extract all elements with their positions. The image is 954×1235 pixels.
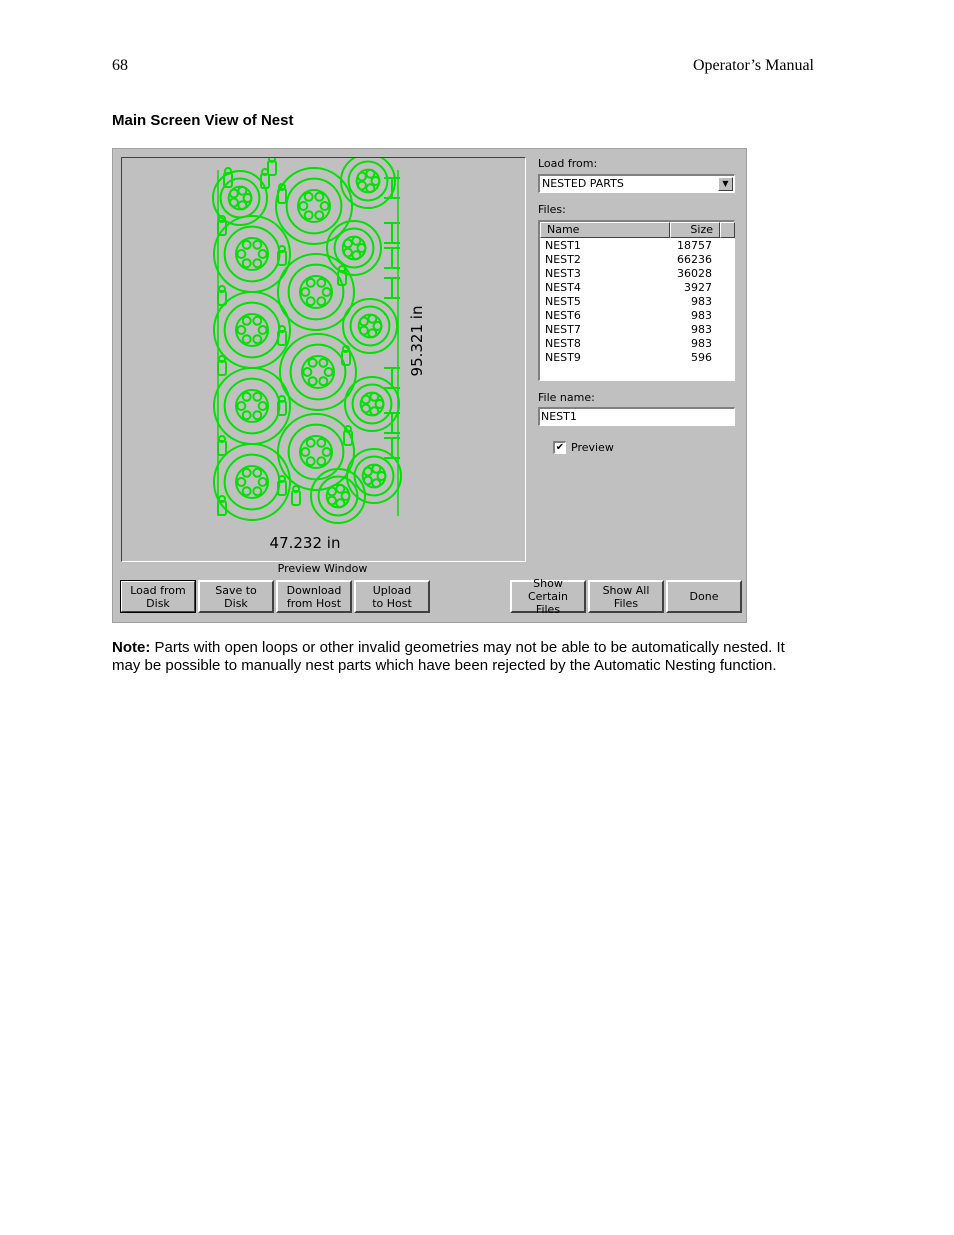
file-name-value: NEST1 — [541, 410, 577, 423]
file-list-item[interactable] — [540, 267, 734, 281]
file-name-cell: NEST6 — [545, 309, 581, 322]
file-size-cell: 18757 — [677, 239, 712, 252]
column-header-name[interactable]: Name — [540, 222, 670, 238]
preview-checkbox[interactable] — [553, 441, 566, 454]
files-label: Files: — [538, 203, 566, 216]
column-header-blank — [720, 222, 735, 238]
file-list-item[interactable] — [540, 239, 734, 253]
file-name-cell: NEST2 — [545, 253, 581, 266]
file-list-item[interactable] — [540, 337, 734, 351]
show-all-files-button[interactable]: Show All Files — [588, 580, 664, 613]
file-size-cell: 983 — [691, 323, 712, 336]
file-list-item[interactable] — [540, 281, 734, 295]
file-list-item[interactable] — [540, 351, 734, 365]
preview-checkbox-label[interactable]: Preview — [571, 441, 614, 454]
file-list-item[interactable] — [540, 253, 734, 267]
nested-parts-drawing — [213, 158, 401, 523]
file-size-cell: 983 — [691, 295, 712, 308]
file-name-cell: NEST7 — [545, 323, 581, 336]
file-name-cell: NEST3 — [545, 267, 581, 280]
file-size-cell: 596 — [691, 351, 712, 364]
done-button[interactable]: Done — [666, 580, 742, 613]
file-name-cell: NEST4 — [545, 281, 581, 294]
file-size-cell: 66236 — [677, 253, 712, 266]
load-from-disk-button[interactable]: Load from Disk — [120, 580, 196, 613]
upload-to-host-button[interactable]: Upload to Host — [354, 580, 430, 613]
note-text: Parts with open loops or other invalid geometries may not be able to be automatically nested. It may be possible to manually nest parts which have been rejected by the Automatic Nesting function. — [112, 639, 785, 674]
nest-preview-drawing — [122, 158, 525, 561]
file-name-input[interactable] — [538, 407, 735, 426]
files-list-header — [540, 222, 734, 238]
checkmark-icon: ✔ — [555, 442, 565, 453]
note-label: Note: — [112, 639, 151, 656]
chevron-down-icon[interactable]: ▼ — [718, 177, 733, 191]
preview-window-caption: Preview Window — [277, 562, 368, 575]
download-from-host-button[interactable]: Download from Host — [276, 580, 352, 613]
file-name-cell: NEST8 — [545, 337, 581, 350]
load-from-value: NESTED PARTS — [542, 177, 624, 190]
load-from-dropdown[interactable] — [538, 174, 735, 193]
section-heading: Main Screen View of Nest — [112, 112, 294, 129]
nest-screen-screenshot — [112, 148, 747, 623]
files-list-rows — [540, 239, 734, 365]
file-list-item[interactable] — [540, 323, 734, 337]
save-to-disk-button[interactable]: Save to Disk — [198, 580, 274, 613]
load-from-label: Load from: — [538, 157, 598, 170]
file-size-cell: 36028 — [677, 267, 712, 280]
file-size-cell: 983 — [691, 337, 712, 350]
file-name-label: File name: — [538, 391, 595, 404]
file-name-cell: NEST1 — [545, 239, 581, 252]
file-size-cell: 983 — [691, 309, 712, 322]
file-size-cell: 3927 — [684, 281, 712, 294]
file-name-cell: NEST9 — [545, 351, 581, 364]
file-list-item[interactable] — [540, 309, 734, 323]
file-list-item[interactable] — [540, 295, 734, 309]
width-dimension-label: 47.232 in — [269, 534, 341, 552]
files-list[interactable] — [538, 220, 735, 381]
show-certain-files-button[interactable]: Show Certain Files — [510, 580, 586, 613]
note-paragraph — [112, 639, 812, 675]
manual-title: Operator’s Manual — [693, 57, 814, 74]
preview-window — [121, 157, 526, 562]
file-name-cell: NEST5 — [545, 295, 581, 308]
height-dimension-label: 95.321 in — [408, 305, 426, 377]
column-header-size[interactable]: Size — [670, 222, 720, 238]
page-number: 68 — [112, 57, 128, 74]
